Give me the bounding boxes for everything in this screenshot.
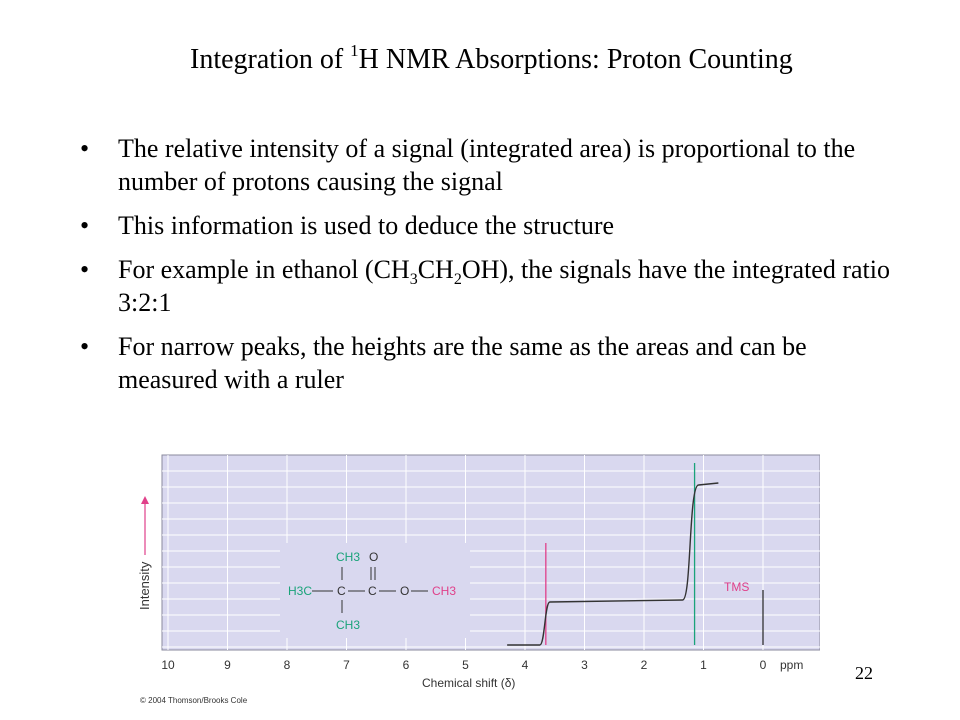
tms-label: TMS: [724, 580, 750, 594]
atom-ch3-right: CH3: [432, 584, 457, 598]
x-tick-label: 1: [700, 658, 707, 672]
bullet-item: • The relative intensity of a signal (integrated area) is proportional to the number of protons causing the signal: [80, 134, 856, 196]
bullet-item: • For narrow peaks, the heights are the same as the areas and can be measured with a ruler: [80, 332, 807, 394]
atom-o-ester: O: [400, 584, 410, 598]
atom-o-carbonyl: O: [369, 550, 379, 564]
x-tick-label: 4: [521, 658, 529, 672]
x-axis-ticks: [161, 658, 766, 672]
bullet-item: • For example in ethanol $(CH_3CH_2OH)$, the signals have the integrated ratio 3:2:1: [80, 255, 890, 317]
bullet-dot: •: [80, 134, 90, 163]
x-tick-label: 5: [462, 658, 469, 672]
atom-c-carbonyl: C: [368, 584, 377, 598]
copyright-notice: © 2004 Thomson/Brooks Cole: [140, 696, 248, 705]
nmr-spectrum-chart: [120, 440, 820, 720]
x-tick-label: 9: [224, 658, 231, 672]
atom-ch3-top: CH3: [336, 550, 361, 564]
bullet-dot: •: [80, 332, 90, 361]
bullet-list: [80, 132, 900, 407]
x-tick-label: 3: [581, 658, 588, 672]
plot-area: [162, 455, 820, 650]
x-axis-label: Chemical shift (δ): [422, 676, 516, 690]
x-axis-unit: ppm: [780, 658, 804, 672]
x-tick-label: 2: [640, 658, 648, 672]
x-tick-label: 7: [343, 658, 350, 672]
bullet-item: • This information is used to deduce the structure: [80, 211, 615, 240]
y-axis-label: Intensity: [137, 561, 152, 610]
atom-h3c-left: H3C: [288, 584, 313, 598]
atom-ch3-bottom: CH3: [336, 618, 361, 632]
x-tick-label: 0: [759, 658, 767, 672]
x-tick-label: 8: [283, 658, 291, 672]
bullet-dot: •: [80, 211, 90, 240]
slide-title: Integration of $^1$H NMR Absorptions: Proton Counting: [190, 40, 793, 75]
x-tick-label: 10: [161, 658, 175, 672]
atom-c-central: C: [337, 584, 346, 598]
bullet-dot: •: [80, 255, 90, 284]
x-tick-label: 6: [402, 658, 410, 672]
y-axis-arrowhead: [141, 496, 149, 504]
slide-number: 22: [855, 663, 873, 683]
